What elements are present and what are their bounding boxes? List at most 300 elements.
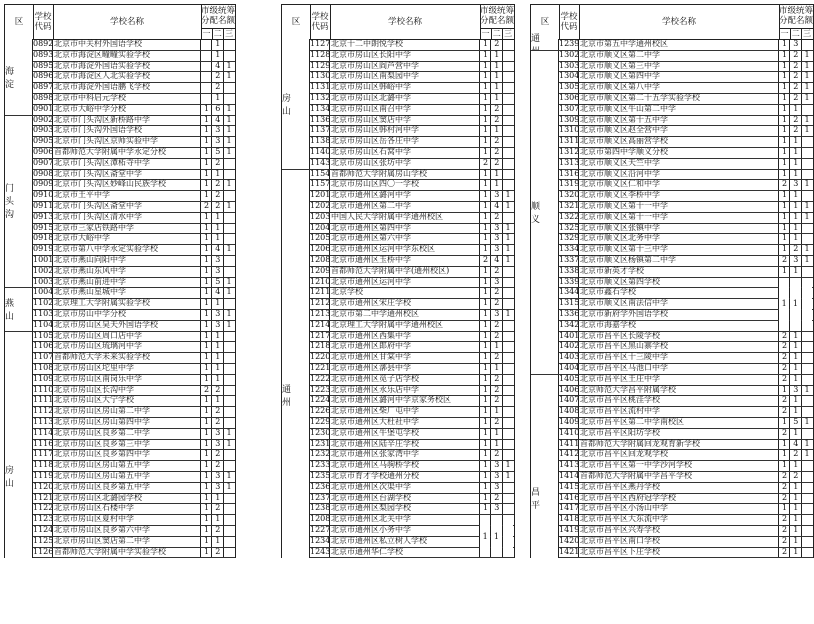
quota-value: 1 (215, 49, 221, 59)
school-name: 北京市通州区梨园学校 (331, 503, 411, 513)
school-code: 1418 (559, 514, 579, 524)
quota-value: 2 (781, 179, 788, 189)
school-code: 1342 (559, 319, 579, 329)
quota-value: 1 (804, 384, 810, 394)
quota-value: 1 (804, 255, 810, 264)
school-name: 北京市房山区良乡第二中学 (54, 427, 150, 437)
school-code: 0913 (33, 211, 53, 221)
quota-value: 1 (482, 179, 489, 189)
quota-value: 1 (203, 276, 210, 286)
quota-value (802, 460, 813, 471)
quota-value (503, 363, 514, 374)
header-quota-sub: 二 (212, 28, 224, 39)
school-code: 1116 (33, 438, 53, 448)
school-name: 北京市房山区良乡第三中学 (54, 438, 150, 448)
quota-value (224, 514, 235, 525)
school-name: 北京市通州华仁学校 (331, 546, 403, 556)
quota-value: 1 (505, 233, 511, 243)
merged-quota-cell: 1 (779, 278, 789, 331)
school-code: 1304 (559, 71, 579, 81)
quota-value: 1 (781, 460, 788, 470)
school-code: 1208 (310, 255, 330, 264)
quota-value: 3 (494, 190, 500, 200)
school-name: 北京市顺义区天竺中学 (580, 157, 660, 167)
school-name: 北京市燕山向阳中学 (54, 255, 126, 264)
quota-value: 1 (215, 341, 221, 351)
school-code: 0892 (33, 39, 53, 48)
quota-value: 1 (482, 341, 489, 351)
quota-value: 1 (203, 114, 210, 124)
quota-value: 1 (793, 157, 799, 167)
school-code: 1419 (559, 525, 579, 534)
quota-value (802, 169, 813, 180)
district-rule (5, 115, 33, 116)
quota-value (224, 50, 235, 61)
quota-value (503, 39, 514, 50)
quota-value (224, 352, 235, 363)
school-code: 1414 (559, 471, 579, 480)
quota-value (224, 39, 235, 50)
school-name: 首都师范大学附属中学(通州校区) (331, 265, 450, 275)
quota-value: 1 (781, 211, 788, 221)
quota-value: 1 (203, 352, 210, 362)
quota-value: 2 (494, 492, 500, 502)
quota-value: 1 (804, 71, 810, 81)
quota-value (503, 136, 514, 147)
quota-value: 2 (494, 39, 500, 48)
quota-value (224, 93, 235, 104)
quota-value: 1 (226, 471, 232, 480)
quota-value: 2 (781, 255, 788, 264)
district-label: 燕 山 (5, 287, 32, 330)
quota-value: 1 (804, 179, 810, 189)
quota-value: 1 (203, 363, 210, 372)
header-quota-sub: 二 (491, 28, 503, 39)
quota-value: 1 (793, 373, 799, 383)
quota-value: 4 (793, 438, 799, 448)
quota-value (503, 147, 514, 158)
quota-value: 1 (494, 60, 500, 70)
quota-value (224, 190, 235, 201)
quota-value (224, 212, 235, 223)
school-code: 1208 (310, 514, 330, 524)
quota-value: 1 (226, 114, 232, 124)
quota-value: 1 (781, 82, 788, 92)
quota-value: 1 (781, 60, 788, 70)
quota-value (503, 277, 514, 288)
quota-value: 1 (793, 341, 799, 351)
quota-value: 1 (793, 514, 799, 524)
quota-value: 3 (494, 460, 500, 470)
school-name: 北京市门头沟区妙峰山民族学校 (54, 179, 166, 189)
school-code: 1334 (559, 244, 579, 254)
school-code: 1302 (559, 49, 579, 59)
school-name: 北京市房山区昊天外国语学校 (54, 319, 158, 329)
school-name: 北京市第四中学顺义分校 (580, 147, 668, 156)
school-name: 北京市昌平区黑山寨学校 (580, 341, 668, 351)
school-name: 北京市新府学外国语学校 (580, 309, 668, 318)
header-quota-title: 市级统筹分配名额 (201, 5, 235, 29)
quota-value (201, 61, 212, 72)
quota-value: 2 (482, 255, 489, 264)
school-code: 1154 (310, 168, 330, 178)
quota-value: 1 (505, 244, 511, 254)
quota-value: 1 (804, 449, 810, 459)
quota-value: 1 (203, 503, 210, 513)
quota-value: 1 (781, 222, 788, 232)
header-district: 区 (531, 5, 560, 39)
quota-value: 1 (494, 179, 500, 189)
school-code: 0905 (33, 136, 53, 146)
quota-value: 2 (781, 330, 788, 340)
quota-value: 1 (793, 427, 799, 437)
quota-value: 2 (781, 535, 788, 545)
quota-value: 1 (226, 276, 232, 286)
school-code: 1312 (559, 147, 579, 156)
quota-value: 1 (793, 265, 799, 275)
quota-value: 1 (482, 114, 489, 124)
quota-value: 1 (203, 319, 210, 329)
quota-value: 2 (793, 60, 799, 70)
quota-value (224, 255, 235, 266)
quota-value: 1 (482, 147, 489, 156)
quota-value: 1 (203, 136, 210, 146)
quota-value: 1 (203, 255, 210, 264)
school-code: 1124 (33, 525, 53, 534)
quota-value (224, 417, 235, 428)
quota-value: 1 (494, 341, 500, 351)
quota-value: 1 (203, 211, 210, 221)
school-name: 北京市顺义区第四中学 (580, 71, 660, 81)
quota-value: 2 (215, 546, 221, 556)
quota-value: 2 (494, 330, 500, 340)
quota-value: 3 (793, 255, 799, 264)
school-name: 北京市顺义区沿河中学 (580, 168, 660, 178)
quota-value: 1 (781, 503, 788, 513)
school-code: 1119 (33, 471, 53, 480)
header-quota-sub: 三 (225, 29, 234, 38)
quota-value: 1 (482, 39, 489, 48)
quota-value: 1 (494, 438, 500, 448)
quota-value: 1 (494, 93, 500, 102)
school-code: 1104 (33, 319, 53, 329)
quota-value: 1 (804, 60, 810, 70)
merged-quota-cell: 1 (491, 515, 501, 557)
school-name: 北京市昌平区西府冠学学校 (580, 492, 676, 502)
quota-value: 1 (781, 71, 788, 81)
school-code: 1307 (559, 103, 579, 113)
school-code: 1123 (33, 514, 53, 524)
school-name: 北京市顺义区第二十五学实验学校 (580, 93, 700, 102)
quota-value: 2 (215, 460, 221, 470)
school-name: 北京市房山区房山第五中学 (54, 460, 150, 470)
quota-value: 1 (793, 363, 799, 372)
school-name: 北京市通州区郎府中学 (331, 341, 411, 351)
school-name: 北京市通州区永乐店中学 (331, 384, 419, 394)
quota-value: 4 (215, 60, 221, 70)
school-code: 1316 (559, 168, 579, 178)
quota-value: 2 (215, 417, 221, 426)
row-rule (310, 557, 514, 558)
quota-value: 2 (203, 201, 210, 210)
quota-value (224, 298, 235, 309)
school-name: 北京市昌平区长陵学校 (580, 330, 660, 340)
quota-value: 1 (203, 125, 210, 135)
header-quota (480, 5, 514, 39)
quota-value: 1 (482, 298, 489, 308)
school-name: 首都师范大学附属中学实验学校 (54, 546, 166, 556)
school-code: 1128 (310, 49, 330, 59)
quota-value: 3 (494, 244, 500, 254)
school-code: 1321 (559, 201, 579, 210)
school-name: 北京市房山区窦店中学 (331, 114, 411, 124)
quota-value: 1 (505, 309, 511, 318)
school-name: 北京市房山区石楼中学 (54, 503, 134, 513)
quota-value: 4 (494, 201, 500, 210)
school-name: 北京市通州区甘棠中学 (331, 352, 411, 362)
quota-value: 2 (793, 49, 799, 59)
quota-value: 5 (215, 147, 221, 156)
school-name: 北京市昌平区下庄学校 (580, 546, 660, 556)
school-name: 北京市大峪中学分校 (54, 103, 126, 113)
school-name: 北京市房山区窦店第二中学 (54, 535, 150, 545)
quota-value: 1 (203, 514, 210, 524)
quota-value: 2 (494, 136, 500, 146)
quota-value: 1 (781, 114, 788, 124)
quota-value: 1 (781, 201, 788, 210)
quota-value (802, 503, 813, 514)
school-code: 1416 (559, 492, 579, 502)
school-name: 北京市顺义区第十一中学 (580, 201, 668, 210)
quota-value (503, 71, 514, 82)
school-code: 0893 (33, 49, 53, 59)
school-name: 北京市三家店铁路中学 (54, 222, 134, 232)
school-name: 北京市房山区坨里中学 (54, 363, 134, 372)
merged-quota-cell: 1 (790, 278, 800, 331)
quota-value: 1 (482, 481, 489, 491)
quota-value (503, 482, 514, 493)
school-code: 1210 (310, 276, 330, 286)
school-name: 北京市通州区牛堡屯学校 (331, 427, 419, 437)
quota-value: 2 (494, 384, 500, 394)
district-label: 海 淀 (5, 39, 32, 115)
school-code: 0897 (33, 82, 53, 92)
school-code: 1420 (559, 535, 579, 545)
school-code: 1404 (559, 363, 579, 372)
quota-value (503, 503, 514, 514)
quota-value: 2 (494, 157, 500, 167)
quota-value (224, 169, 235, 180)
school-name: 北京市通州区运河中学东校区 (331, 244, 435, 254)
quota-value: 1 (226, 287, 232, 297)
quota-value: 1 (215, 39, 221, 48)
quota-value: 2 (781, 492, 788, 502)
header-quota-sub: 一 (779, 28, 791, 39)
school-code: 1229 (310, 417, 330, 426)
quota-value: 2 (793, 125, 799, 135)
quota-value: 2 (781, 341, 788, 351)
quota-value: 1 (215, 363, 221, 372)
school-name: 北京市育才学校通州分校 (331, 471, 419, 480)
quota-value: 1 (482, 244, 489, 254)
quota-value: 1 (781, 244, 788, 254)
quota-value: 1 (215, 535, 221, 545)
quota-value: 1 (793, 503, 799, 513)
school-name: 北京市海淀外国语鹏飞学校 (54, 82, 150, 92)
school-name: 北京市房山区韩峪中学 (331, 82, 411, 92)
school-name: 北京市燕山东风中学 (54, 265, 126, 275)
school-name: 北京市房山区房山第二中学 (54, 406, 150, 416)
school-name: 北京市房山区石窝中学 (331, 147, 411, 156)
quota-value (503, 439, 514, 450)
quota-value: 1 (203, 265, 210, 275)
quota-value: 2 (781, 471, 788, 480)
quota-value: 5 (793, 417, 799, 426)
quota-value (224, 82, 235, 93)
quota-value (802, 104, 813, 115)
school-code: 1243 (310, 546, 330, 556)
school-code: 1221 (310, 363, 330, 372)
quota-value: 1 (793, 525, 799, 534)
quota-value: 1 (482, 82, 489, 92)
quota-value (503, 104, 514, 115)
school-name: 北京市通州区大杜社中学 (331, 417, 419, 426)
quota-value (224, 233, 235, 244)
school-name: 北京市昌平区南口学校 (580, 535, 660, 545)
school-code: 1134 (310, 103, 330, 113)
district-label: 房 山 (282, 39, 309, 169)
quota-value: 1 (203, 460, 210, 470)
quota-value (503, 287, 514, 298)
school-name: 北京市通州区运河中学 (331, 276, 411, 286)
quota-value: 1 (203, 481, 210, 491)
quota-value (224, 449, 235, 460)
header-code: 学校代码 (310, 5, 331, 39)
table-panel-3 (530, 4, 814, 558)
school-code: 1102 (33, 298, 53, 308)
quota-value (224, 374, 235, 385)
quota-value: 1 (804, 438, 810, 448)
school-code: 1303 (559, 60, 579, 70)
quota-value: 1 (203, 147, 210, 156)
quota-value: 1 (482, 373, 489, 383)
quota-value: 2 (215, 179, 221, 189)
school-name: 北京市燕山星城中学 (54, 287, 126, 297)
quota-value: 2 (494, 265, 500, 275)
quota-value: 2 (494, 352, 500, 362)
school-name: 北京市昌平区第二中学南校区 (580, 417, 684, 426)
quota-value: 1 (226, 71, 232, 81)
school-name: 北京市通州区柴厂屯中学 (331, 406, 419, 416)
quota-value: 1 (781, 438, 788, 448)
quota-value: 1 (793, 103, 799, 113)
quota-value (503, 125, 514, 136)
school-name: 北京市房山区韩村河中学 (331, 125, 419, 135)
quota-value: 1 (505, 190, 511, 200)
quota-value: 2 (781, 373, 788, 383)
school-name: 北京市大峪中学 (54, 233, 110, 243)
quota-value: 1 (482, 201, 489, 210)
quota-value: 3 (215, 438, 221, 448)
school-code: 1112 (33, 406, 53, 416)
quota-value: 1 (494, 125, 500, 135)
school-code: 1338 (559, 265, 579, 275)
school-code: 1230 (310, 427, 330, 437)
quota-value: 1 (781, 168, 788, 178)
quota-value: 2 (781, 525, 788, 534)
school-name: 北京市房山区南召中学 (331, 103, 411, 113)
school-code: 1214 (310, 319, 330, 329)
quota-value: 1 (793, 352, 799, 362)
quota-value (503, 449, 514, 460)
quota-value: 1 (781, 417, 788, 426)
school-code: 1122 (33, 503, 53, 513)
school-code: 1110 (33, 384, 53, 394)
school-code: 1403 (559, 352, 579, 362)
school-code: 1412 (559, 449, 579, 459)
quota-value: 3 (215, 471, 221, 480)
school-name: 北京市昌平区小汤山中学 (580, 503, 668, 513)
school-name: 北京市通州区北关中学 (331, 514, 411, 524)
quota-value: 1 (793, 168, 799, 178)
district-rule (5, 287, 33, 288)
quota-value: 1 (226, 319, 232, 329)
quota-value: 1 (494, 168, 500, 178)
school-code: 0906 (33, 147, 53, 156)
header-quota-sub: 二 (790, 28, 802, 39)
quota-value: 1 (793, 211, 799, 221)
quota-value (224, 266, 235, 277)
school-name: 北京市昌平区大东流中学 (580, 514, 668, 524)
school-code: 1227 (310, 525, 330, 534)
school-code: 1320 (559, 190, 579, 200)
school-name: 北京市门头沟外国语学校 (54, 125, 142, 135)
school-code: 1127 (310, 39, 330, 48)
quota-value: 2 (215, 503, 221, 513)
school-code: 1325 (559, 222, 579, 232)
quota-value: 1 (482, 395, 489, 405)
quota-value: 3 (215, 125, 221, 135)
school-code: 1004 (33, 287, 53, 297)
school-name: 北京市房山区南岗乐中学 (54, 373, 142, 383)
quota-value: 1 (482, 352, 489, 362)
school-name: 北京市房山区房山第四中学 (54, 417, 150, 426)
quota-value: 1 (482, 93, 489, 102)
school-name: 北京市门头沟区斋堂中学 (54, 168, 142, 178)
school-name: 北京市中科启元学校 (54, 93, 126, 102)
quota-value: 1 (494, 363, 500, 372)
quota-value (802, 341, 813, 352)
quota-value: 1 (203, 373, 210, 383)
school-code: 1218 (310, 341, 330, 351)
school-code: 1237 (310, 492, 330, 502)
school-code: 1120 (33, 481, 53, 491)
school-code: 0915 (33, 222, 53, 232)
school-name: 北京市房山区夏村中学 (54, 514, 134, 524)
quota-value (802, 352, 813, 363)
school-code: 1311 (559, 136, 579, 146)
school-code: 1109 (33, 373, 53, 383)
school-code: 1132 (310, 93, 330, 102)
merged-quota-cell (503, 515, 513, 557)
quota-value: 1 (804, 82, 810, 92)
school-code: 1344 (559, 287, 579, 297)
quota-value: 1 (482, 49, 489, 59)
quota-value: 1 (226, 201, 232, 210)
quota-value: 2 (793, 244, 799, 254)
quota-value (503, 417, 514, 428)
school-code: 1222 (310, 373, 330, 383)
